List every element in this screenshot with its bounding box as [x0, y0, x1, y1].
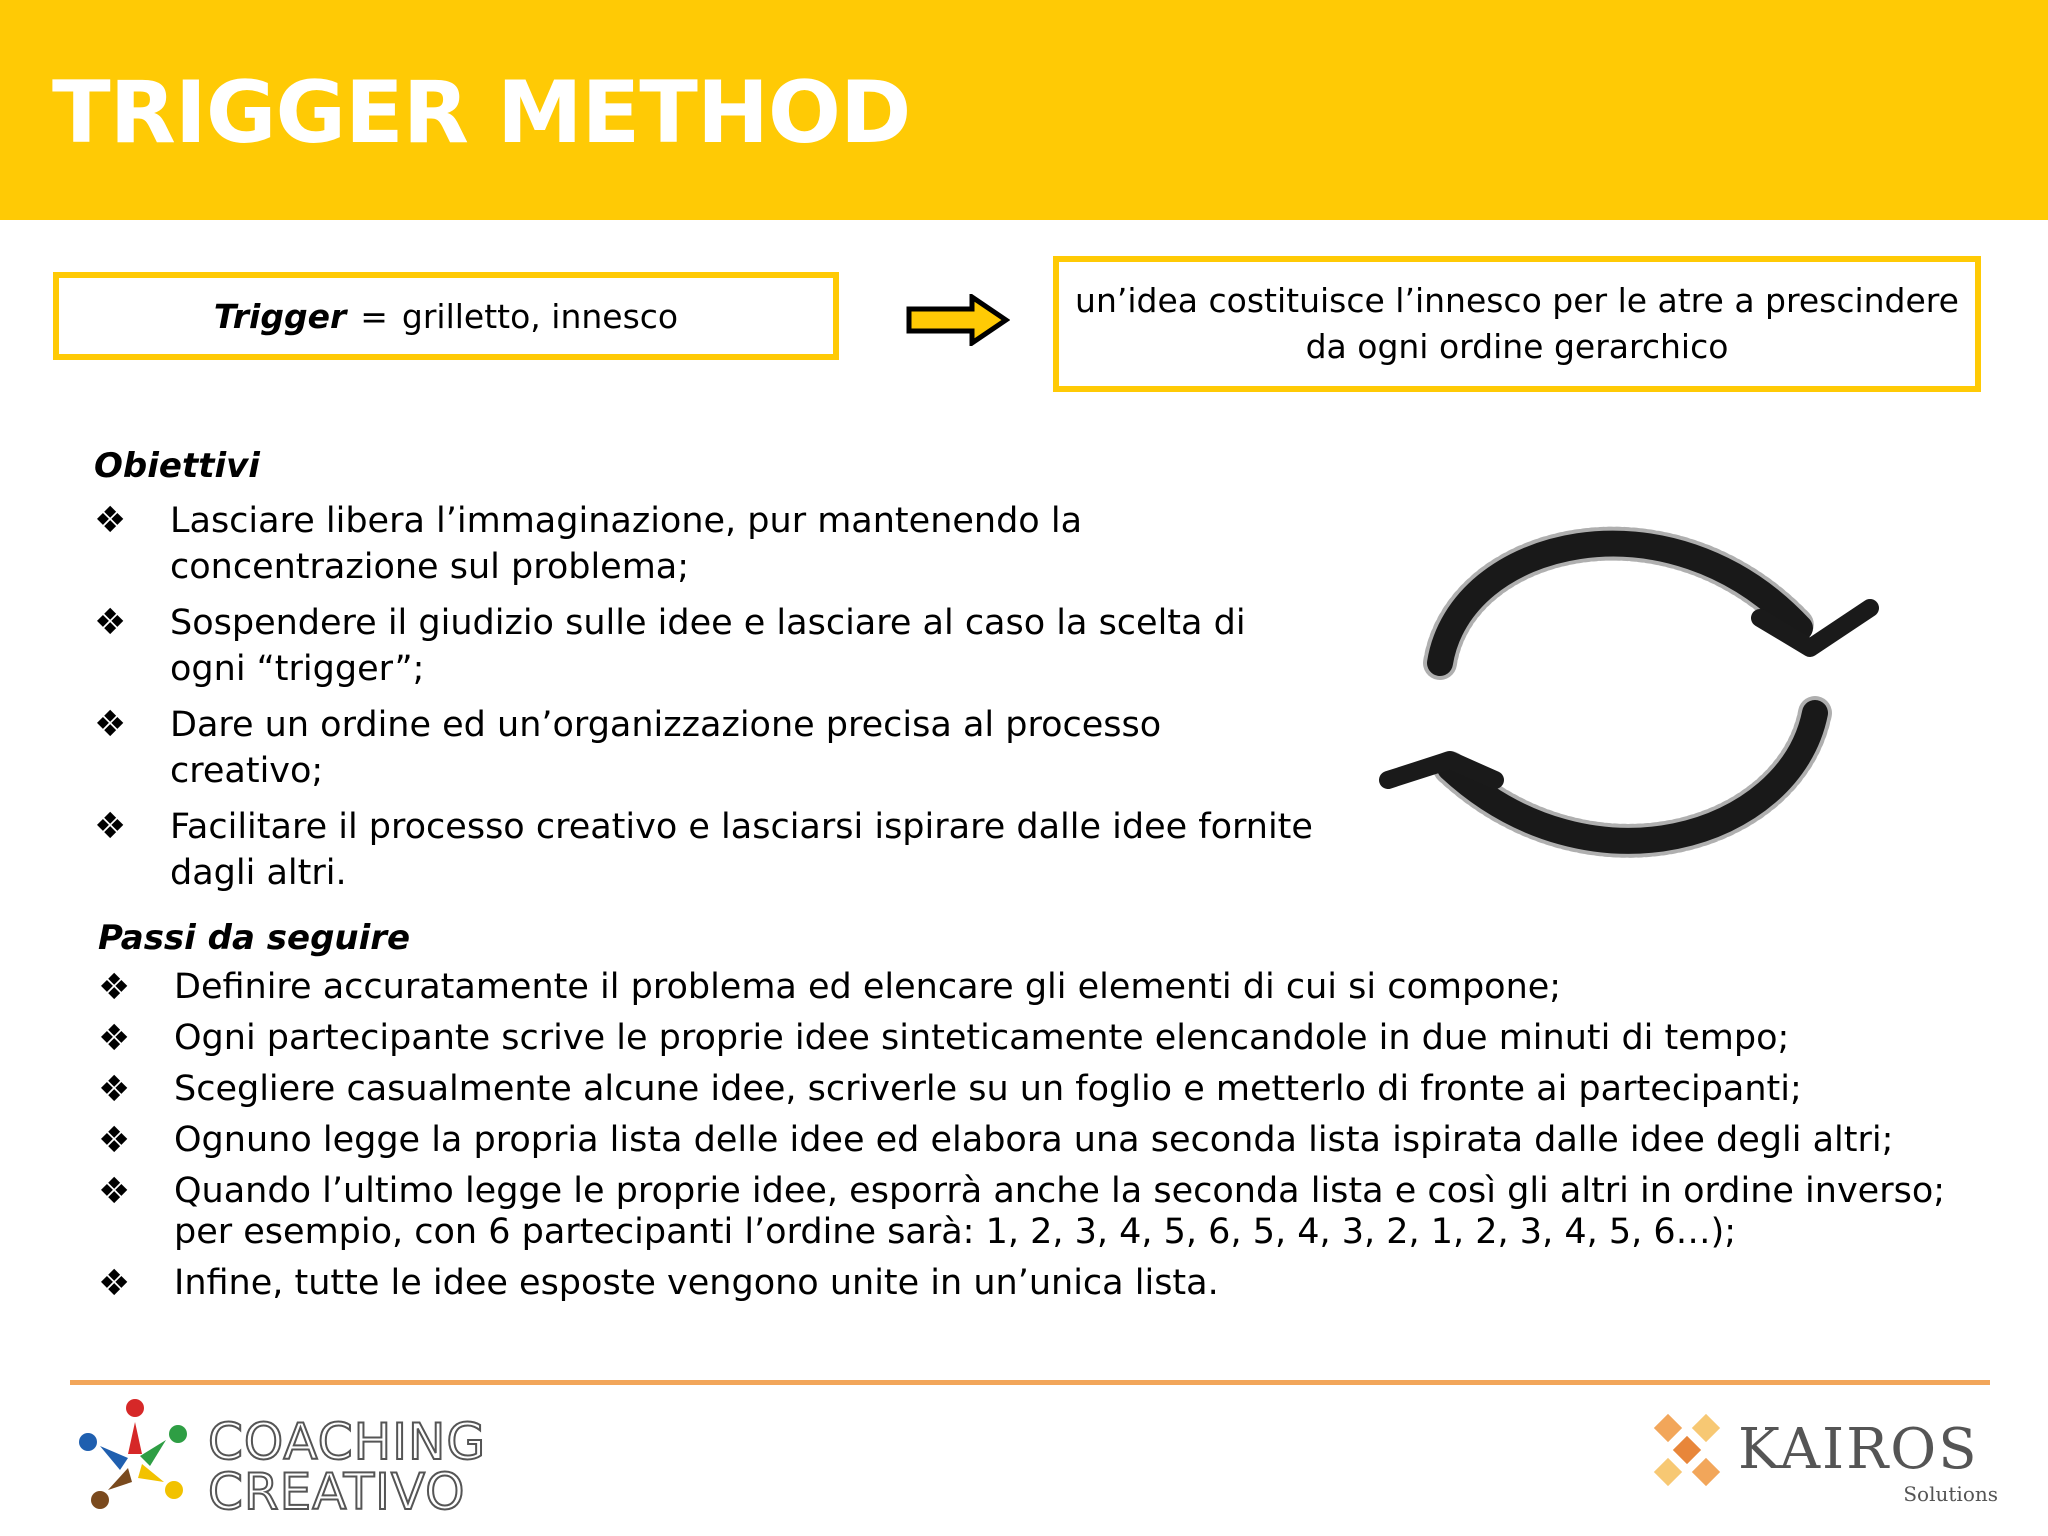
- bullet-icon: ❖: [98, 1171, 131, 1212]
- definition-box: [53, 272, 839, 360]
- explanation-line-1: un’idea costituisce l’innesco per le atre a prescindere: [1075, 281, 1959, 320]
- people-circle-icon: [70, 1394, 200, 1524]
- bullet-icon: ❖: [98, 1018, 131, 1059]
- steps-list: [98, 967, 1998, 1314]
- definition-equals: =: [360, 296, 388, 336]
- kairos-logo: [1650, 1412, 2000, 1512]
- bullet-icon: ❖: [98, 1069, 131, 1110]
- steps-title: Passi da seguire: [98, 918, 411, 958]
- right-arrow-icon: [906, 294, 1010, 346]
- bullet-icon: ❖: [98, 1263, 131, 1304]
- list-item: ❖ Infine, tutte le idee esposte vengono unite in un’unica lista.: [98, 1263, 1219, 1304]
- bullet-icon: ❖: [94, 704, 127, 745]
- kairos-mark-icon: [1650, 1412, 1726, 1492]
- bullet-icon: ❖: [98, 1120, 131, 1161]
- list-item: ❖ Definire accuratamente il problema ed elencare gli elementi di cui si compone;: [98, 967, 1562, 1008]
- list-item: ❖ Ognuno legge la propria lista delle idee ed elabora una seconda lista ispirata dalle idee degli altri;: [98, 1120, 1894, 1161]
- definition-term: Trigger: [213, 296, 347, 336]
- bullet-icon: ❖: [94, 806, 127, 847]
- list-item: ❖ Ogni partecipante scrive le proprie idee sinteticamente elencandole in due minuti di tempo;: [98, 1018, 1790, 1059]
- header-bar: [0, 0, 2048, 220]
- logo-line-2: CREATIVO: [208, 1463, 466, 1521]
- list-item: ❖ Lasciare libera l’immaginazione, pur mantenendo la concentrazione sul problema;: [94, 500, 1083, 587]
- kairos-subtitle: Solutions: [1903, 1482, 1998, 1506]
- coaching-creativo-logo: [70, 1394, 490, 1524]
- footer-divider: [70, 1380, 1990, 1385]
- logo-line-1: COACHING: [208, 1413, 487, 1471]
- list-item: ❖ Sospendere il giudizio sulle idee e lasciare al caso la scelta di ogni “trigger”;: [94, 602, 1246, 689]
- cycle-arrows-icon: [1370, 498, 1890, 888]
- objectives-list: [94, 498, 1324, 906]
- list-item: ❖ Facilitare il processo creativo e lasciarsi ispirare dalle idee fornite dagli altri.: [94, 806, 1313, 893]
- list-item: ❖ Quando l’ultimo legge le proprie idee, esporrà anche la seconda lista e così gli altri in ordine inverso; per esempio, con 6 partecipanti l’ordine sarà: 1, 2, 3, 4, 5, 6, 5, 4, 3, 2, 1, 2, 3, 4, 5, 6…);: [98, 1171, 1946, 1252]
- explanation-line-2: da ogni ordine gerarchico: [1305, 327, 1729, 366]
- definition-meaning: grilletto, innesco: [401, 296, 679, 336]
- objectives-title: Obiettivi: [94, 446, 260, 486]
- page-title: TRIGGER METHOD: [52, 63, 911, 163]
- explanation-box: [1053, 256, 1981, 392]
- bullet-icon: ❖: [94, 602, 127, 643]
- list-item: ❖ Scegliere casualmente alcune idee, scriverle su un foglio e metterlo di fronte ai partecipanti;: [98, 1069, 1802, 1110]
- bullet-icon: ❖: [94, 500, 127, 541]
- kairos-name: KAIROS: [1738, 1417, 1979, 1482]
- list-item: ❖ Dare un ordine ed un’organizzazione precisa al processo creativo;: [94, 704, 1162, 791]
- bullet-icon: ❖: [98, 967, 131, 1008]
